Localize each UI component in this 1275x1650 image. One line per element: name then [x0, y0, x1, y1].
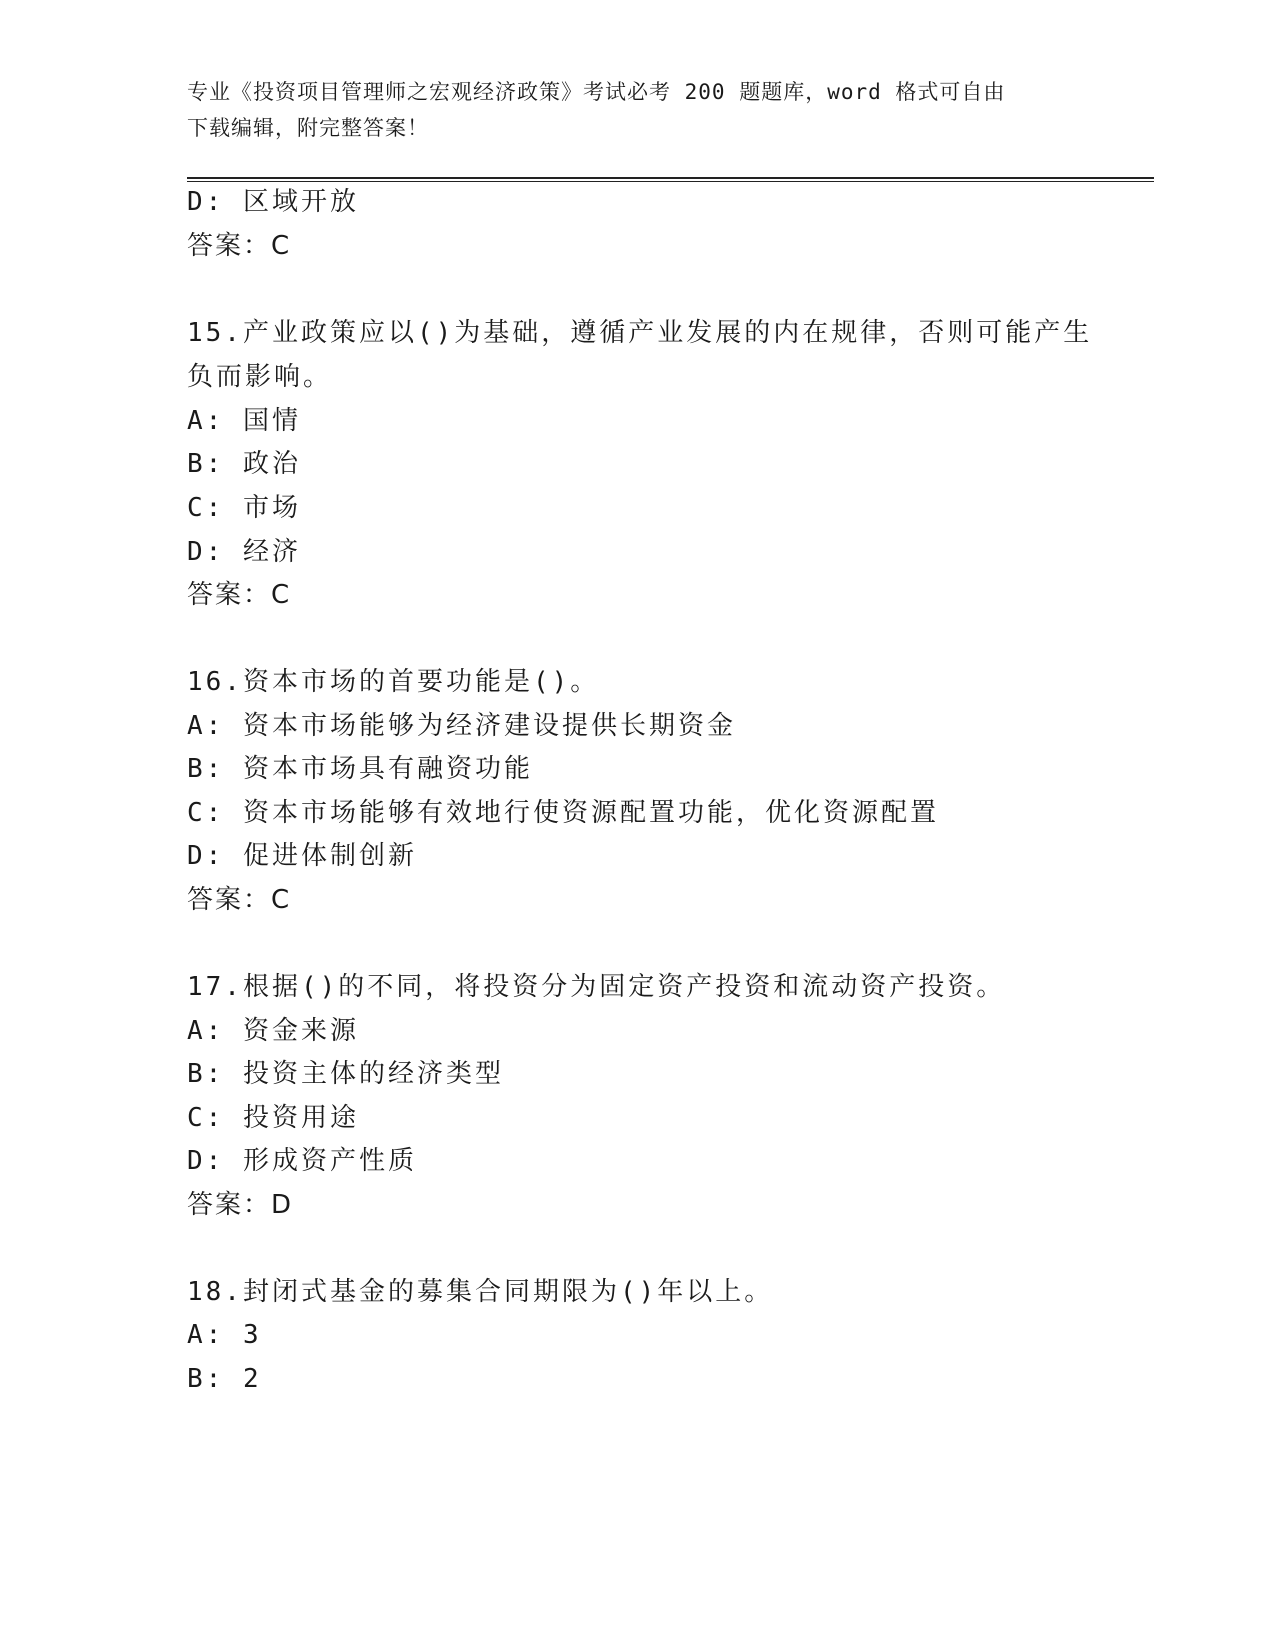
- q15-stem-line-2: 负而影响。: [187, 362, 333, 392]
- q17-answer: 答案：D: [187, 1190, 294, 1220]
- q17-option-c: C: 投资用途: [187, 1103, 359, 1133]
- document-header: [187, 74, 1087, 146]
- q15-option-b: B: 政治: [187, 449, 301, 479]
- q15-option-c: C: 市场: [187, 493, 301, 523]
- q15-option-d: D: 经济: [187, 537, 301, 567]
- q16-option-c: C: 资本市场能够有效地行使资源配置功能，优化资源配置: [187, 798, 939, 828]
- header-line-2: 下载编辑，附完整答案！: [187, 116, 429, 140]
- q16-answer: 答案：C: [187, 885, 292, 915]
- header-divider: [187, 177, 1154, 182]
- header-line-1: 专业《投资项目管理师之宏观经济政策》考试必考 200 题题库，word 格式可自由: [187, 80, 1006, 104]
- q16-option-d: D: 促进体制创新: [187, 841, 417, 871]
- q15-stem-line-1: 15.产业政策应以()为基础，遵循产业发展的内在规律，否则可能产生: [187, 318, 1093, 348]
- q14-option-d: D: 区域开放: [187, 187, 359, 217]
- q17-option-d: D: 形成资产性质: [187, 1146, 417, 1176]
- q16-option-a: A: 资本市场能够为经济建设提供长期资金: [187, 711, 736, 741]
- q16-stem: 16.资本市场的首要功能是()。: [187, 667, 600, 697]
- q17-stem: 17.根据()的不同，将投资分为固定资产投资和流动资产投资。: [187, 972, 1006, 1002]
- q18-stem: 18.封闭式基金的募集合同期限为()年以上。: [187, 1277, 774, 1307]
- q15-option-a: A: 国情: [187, 406, 301, 436]
- q16-option-b: B: 资本市场具有融资功能: [187, 754, 533, 784]
- q18-option-b: B: 2: [187, 1364, 262, 1394]
- q17-option-b: B: 投资主体的经济类型: [187, 1059, 504, 1089]
- q15-answer: 答案：C: [187, 580, 292, 610]
- q17-option-a: A: 资金来源: [187, 1016, 359, 1046]
- q18-option-a: A: 3: [187, 1320, 262, 1350]
- q14-answer: 答案：C: [187, 231, 292, 261]
